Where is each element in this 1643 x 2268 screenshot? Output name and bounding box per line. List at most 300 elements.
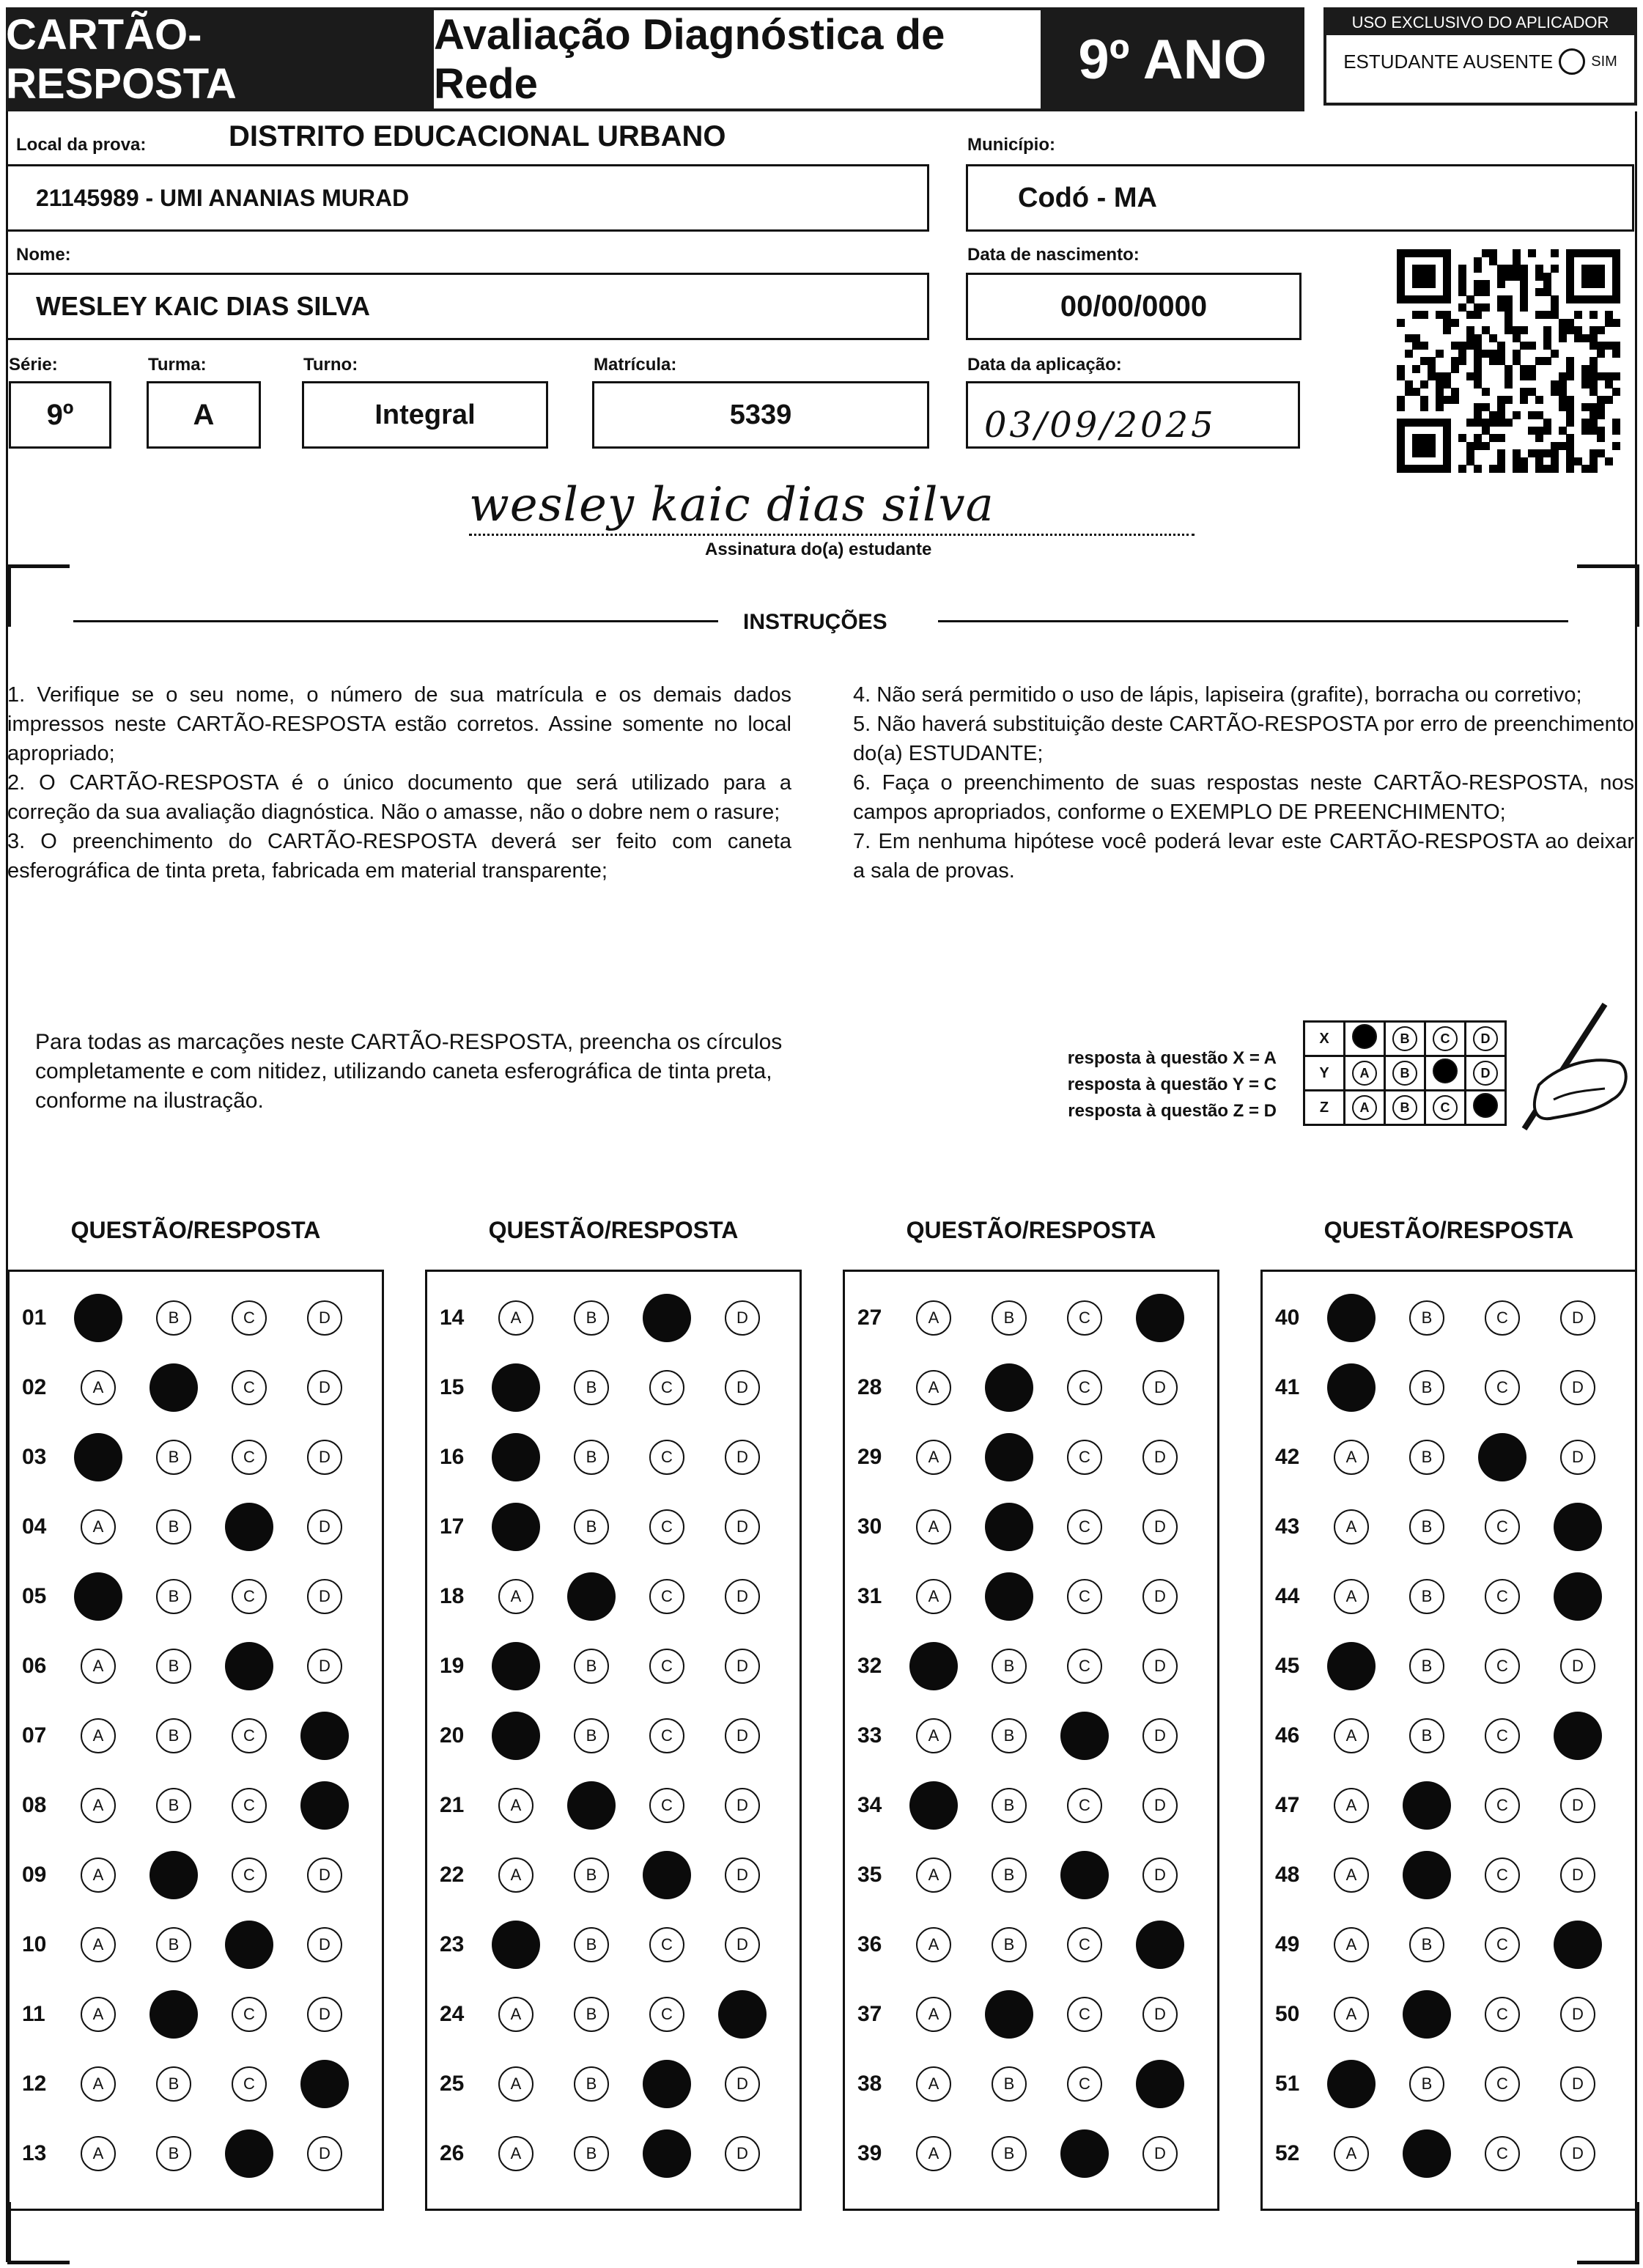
qr-module: [1590, 388, 1598, 396]
answer-bubble-d[interactable]: D: [725, 2136, 760, 2171]
answer-bubble-a[interactable]: [909, 1781, 958, 1830]
answer-bubble-b[interactable]: B: [156, 1300, 191, 1336]
question-number: 51: [1275, 2072, 1300, 2096]
answer-bubble-d[interactable]: D: [1142, 1509, 1178, 1544]
answer-bubble-a[interactable]: [492, 1433, 540, 1481]
name-label: Nome:: [16, 245, 71, 265]
answer-bubble-d[interactable]: [300, 1781, 349, 1830]
answer-bubble-a[interactable]: A: [1334, 1718, 1369, 1753]
qr-module: [1436, 311, 1444, 319]
qr-module: [1566, 457, 1574, 465]
answer-bubble-b[interactable]: [149, 1990, 198, 2039]
answer-bubble-c[interactable]: C: [232, 1370, 267, 1405]
answer-bubble-a[interactable]: A: [81, 1858, 116, 1893]
qr-module: [1428, 442, 1436, 450]
application-field: [966, 381, 1300, 449]
answer-bubble-d[interactable]: D: [725, 1509, 760, 1544]
answer-bubble-d[interactable]: D: [307, 2136, 342, 2171]
qr-module: [1590, 265, 1598, 273]
answer-bubble-b[interactable]: B: [574, 1718, 609, 1753]
answer-bubble-c[interactable]: C: [649, 1718, 684, 1753]
answer-bubble-a[interactable]: [492, 1503, 540, 1551]
answer-bubble-c[interactable]: C: [1067, 1927, 1102, 1962]
qr-module: [1420, 380, 1428, 389]
answer-bubble-a[interactable]: A: [81, 1370, 116, 1405]
answer-bubble-d[interactable]: D: [1560, 1858, 1595, 1893]
answer-bubble-d[interactable]: D: [725, 1649, 760, 1684]
answer-bubble-c[interactable]: C: [1067, 1300, 1102, 1336]
answer-bubble-c[interactable]: C: [1485, 1788, 1520, 1823]
answer-bubble-b[interactable]: B: [574, 2136, 609, 2171]
answer-bubble-b[interactable]: B: [1409, 1579, 1444, 1614]
qr-module: [1466, 295, 1474, 303]
answer-bubble-b[interactable]: B: [574, 1649, 609, 1684]
answer-bubble-a[interactable]: A: [81, 1997, 116, 2032]
question-row: [1260, 1431, 1637, 1484]
example-cell: [1345, 1022, 1385, 1056]
answer-bubble-b[interactable]: B: [156, 1649, 191, 1684]
answer-bubble-b[interactable]: B: [156, 1718, 191, 1753]
answer-bubble-a[interactable]: A: [81, 1649, 116, 1684]
answer-bubble-d[interactable]: D: [725, 1858, 760, 1893]
question-number: 24: [440, 2002, 465, 2026]
answer-bubble-b[interactable]: [567, 1572, 616, 1621]
answer-bubble-a[interactable]: A: [1334, 2136, 1369, 2171]
answer-bubble-b[interactable]: B: [1409, 1370, 1444, 1405]
answer-bubble-d[interactable]: D: [1560, 1370, 1595, 1405]
answer-bubble-d[interactable]: D: [307, 1370, 342, 1405]
answer-bubble-d[interactable]: D: [307, 1927, 342, 1962]
answer-bubble-c[interactable]: C: [1485, 1858, 1520, 1893]
qr-module: [1612, 280, 1620, 288]
answer-bubble-c[interactable]: C: [1485, 2136, 1520, 2171]
answer-bubble-a[interactable]: A: [916, 1509, 951, 1544]
answer-bubble-b[interactable]: [985, 1503, 1033, 1551]
answer-bubble-a[interactable]: A: [498, 1300, 533, 1336]
answer-bubble-d[interactable]: D: [725, 1579, 760, 1614]
qr-module: [1590, 457, 1598, 465]
answer-bubble-a[interactable]: A: [81, 1718, 116, 1753]
answer-bubble-c[interactable]: [225, 1921, 273, 1969]
answer-bubble-c[interactable]: C: [232, 2066, 267, 2102]
answer-bubble-d[interactable]: [300, 2060, 349, 2108]
answer-bubble-d[interactable]: D: [1142, 1649, 1178, 1684]
answer-bubble-b[interactable]: B: [992, 1300, 1027, 1336]
qr-module: [1597, 449, 1605, 457]
answer-bubble-a[interactable]: A: [916, 1579, 951, 1614]
answer-bubble-d[interactable]: [1136, 2060, 1184, 2108]
answer-bubble-a[interactable]: A: [498, 1858, 533, 1893]
qr-module: [1559, 334, 1567, 342]
answer-bubble-c[interactable]: C: [232, 1858, 267, 1893]
qr-module: [1443, 434, 1451, 442]
answer-bubble-c[interactable]: C: [1485, 1649, 1520, 1684]
qr-module: [1474, 257, 1482, 265]
answer-bubble-c[interactable]: C: [1485, 1579, 1520, 1614]
answer-bubble-a[interactable]: A: [81, 1509, 116, 1544]
answer-bubble-c[interactable]: C: [1067, 1579, 1102, 1614]
answer-bubble-a[interactable]: A: [1334, 1579, 1369, 1614]
answer-bubble-b[interactable]: [985, 1572, 1033, 1621]
answer-bubble-b[interactable]: [985, 1363, 1033, 1412]
qr-module: [1405, 465, 1413, 473]
question-row: [425, 2058, 802, 2110]
qr-module: [1497, 357, 1505, 365]
answer-bubble-b[interactable]: B: [992, 2136, 1027, 2171]
answer-bubble-b[interactable]: B: [156, 1927, 191, 1962]
question-number: 05: [22, 1584, 47, 1608]
qr-module: [1504, 326, 1513, 334]
answer-bubble-b[interactable]: [567, 1781, 616, 1830]
qr-module: [1466, 311, 1474, 319]
answer-bubble-b[interactable]: [1403, 1990, 1451, 2039]
qr-module: [1513, 273, 1521, 281]
answer-bubble-b[interactable]: [149, 1851, 198, 1899]
qr-module: [1597, 372, 1605, 380]
answer-bubble-b[interactable]: B: [574, 1858, 609, 1893]
answer-bubble-c[interactable]: [643, 2060, 691, 2108]
qr-module: [1436, 396, 1444, 404]
qr-module: [1612, 427, 1620, 435]
answer-bubble-a[interactable]: A: [1334, 1440, 1369, 1475]
answer-bubble-c[interactable]: C: [1067, 1997, 1102, 2032]
answer-bubble-a[interactable]: A: [916, 1300, 951, 1336]
question-number: 26: [440, 2141, 465, 2165]
answer-bubble-b[interactable]: B: [574, 1300, 609, 1336]
answer-bubble-c[interactable]: C: [1485, 1997, 1520, 2032]
answer-bubble-a[interactable]: [74, 1294, 122, 1342]
example-bubble: B: [1392, 1095, 1417, 1120]
qr-module: [1497, 342, 1505, 350]
question-number: 42: [1275, 1445, 1300, 1469]
answer-bubble-d[interactable]: D: [1142, 1370, 1178, 1405]
qr-module: [1612, 388, 1620, 396]
answer-bubble-d[interactable]: D: [725, 1440, 760, 1475]
answer-bubble-d[interactable]: [1554, 1712, 1602, 1760]
answer-bubble-d[interactable]: D: [1142, 1440, 1178, 1475]
grade-badge: [1041, 7, 1304, 111]
answer-bubble-d[interactable]: [1136, 1294, 1184, 1342]
question-number: 13: [22, 2141, 47, 2165]
qr-module: [1405, 388, 1413, 396]
answer-bubble-c[interactable]: C: [232, 1718, 267, 1753]
qr-module: [1605, 372, 1613, 380]
qr-module: [1466, 457, 1474, 465]
answer-bubble-c[interactable]: C: [1067, 1440, 1102, 1475]
answer-bubble-d[interactable]: D: [1560, 1788, 1595, 1823]
answer-bubble-d[interactable]: [718, 1990, 767, 2039]
question-row: [7, 1988, 384, 2041]
answer-bubble-b[interactable]: B: [574, 1997, 609, 2032]
answer-bubble-b[interactable]: [985, 1433, 1033, 1481]
example-cell: [1425, 1056, 1466, 1091]
qr-module: [1520, 295, 1528, 303]
answer-bubble-a[interactable]: [492, 1363, 540, 1412]
qr-module: [1590, 427, 1598, 435]
answer-bubble-a[interactable]: [74, 1572, 122, 1621]
answer-bubble-c[interactable]: C: [232, 1788, 267, 1823]
qr-module: [1489, 350, 1497, 358]
answer-bubble-c[interactable]: C: [649, 1440, 684, 1475]
qr-module: [1458, 465, 1466, 473]
question-row: [7, 2127, 384, 2180]
answer-bubble-d[interactable]: D: [1560, 1649, 1595, 1684]
answer-bubble-b[interactable]: B: [574, 1927, 609, 1962]
answer-bubble-b[interactable]: B: [992, 1718, 1027, 1753]
answer-bubble-c[interactable]: C: [1485, 1927, 1520, 1962]
answer-bubble-c[interactable]: C: [1485, 2066, 1520, 2102]
answer-bubble-c[interactable]: C: [232, 1300, 267, 1336]
answer-bubble-c[interactable]: [643, 1294, 691, 1342]
answer-bubble-b[interactable]: B: [574, 1509, 609, 1544]
qr-module: [1590, 311, 1598, 319]
answer-bubble-a[interactable]: [492, 1642, 540, 1690]
answer-bubble-d[interactable]: D: [307, 1649, 342, 1684]
answer-bubble-a[interactable]: A: [1334, 1927, 1369, 1962]
qr-module: [1605, 319, 1613, 327]
answer-bubble-a[interactable]: [74, 1433, 122, 1481]
qr-module: [1466, 449, 1474, 457]
qr-module: [1428, 365, 1436, 373]
answer-bubble-b[interactable]: B: [992, 1788, 1027, 1823]
answer-bubble-d[interactable]: D: [307, 1858, 342, 1893]
qr-module: [1590, 465, 1598, 473]
qr-module: [1605, 396, 1613, 404]
question-number: 27: [857, 1306, 882, 1330]
answer-bubble-c[interactable]: [1060, 2129, 1109, 2178]
turno-field: [302, 381, 548, 449]
answer-bubble-b[interactable]: B: [156, 1509, 191, 1544]
qr-module: [1504, 311, 1513, 319]
answer-bubble-a[interactable]: [1327, 1642, 1376, 1690]
answer-bubble-c[interactable]: C: [649, 1579, 684, 1614]
qr-module: [1489, 411, 1497, 419]
answer-bubble-c[interactable]: C: [649, 1649, 684, 1684]
answer-bubble-c[interactable]: [1478, 1433, 1526, 1481]
answer-bubble-b[interactable]: B: [156, 1579, 191, 1614]
answer-bubble-a[interactable]: [909, 1642, 958, 1690]
answer-bubble-c[interactable]: [643, 2129, 691, 2178]
answer-bubble-b[interactable]: B: [1409, 1509, 1444, 1544]
answer-bubble-b[interactable]: B: [156, 2066, 191, 2102]
answer-bubble-b[interactable]: B: [574, 1370, 609, 1405]
answer-bubble-c[interactable]: C: [1067, 2066, 1102, 2102]
answer-bubble-b[interactable]: B: [992, 1649, 1027, 1684]
qr-module: [1474, 311, 1482, 319]
question-number: 18: [440, 1584, 465, 1608]
qr-module: [1458, 265, 1466, 273]
answer-bubble-d[interactable]: D: [1142, 1997, 1178, 2032]
question-row: [7, 1709, 384, 1762]
answer-bubble-a[interactable]: [1327, 1363, 1376, 1412]
answer-bubble-b[interactable]: B: [156, 2136, 191, 2171]
answer-bubble-b[interactable]: B: [1409, 1300, 1444, 1336]
answer-bubble-c[interactable]: C: [1067, 1509, 1102, 1544]
answer-bubble-a[interactable]: A: [498, 2066, 533, 2102]
answer-bubble-c[interactable]: C: [649, 1788, 684, 1823]
answer-bubble-d[interactable]: D: [1142, 1858, 1178, 1893]
answer-bubble-a[interactable]: A: [916, 1440, 951, 1475]
answer-bubble-b[interactable]: B: [1409, 1649, 1444, 1684]
answer-bubble-d[interactable]: [1136, 1921, 1184, 1969]
answer-bubble-b[interactable]: B: [574, 2066, 609, 2102]
qr-module: [1451, 388, 1459, 396]
answer-bubble-c[interactable]: C: [1067, 1370, 1102, 1405]
answer-bubble-d[interactable]: [1554, 1572, 1602, 1621]
answer-bubble-d[interactable]: D: [725, 2066, 760, 2102]
absent-option: SIM: [1591, 53, 1617, 70]
answer-bubble-a[interactable]: A: [1334, 1997, 1369, 2032]
qr-module: [1590, 449, 1598, 457]
qr-module: [1497, 419, 1505, 427]
answer-bubble-a[interactable]: A: [916, 1370, 951, 1405]
answer-bubble-a[interactable]: A: [498, 1997, 533, 2032]
answer-bubble-b[interactable]: [985, 1990, 1033, 2039]
answer-bubble-c[interactable]: [225, 2129, 273, 2178]
answer-bubble-d[interactable]: [1554, 1921, 1602, 1969]
answer-bubble-b[interactable]: B: [1409, 1927, 1444, 1962]
answer-bubble-d[interactable]: D: [725, 1788, 760, 1823]
question-number: 15: [440, 1375, 465, 1399]
answer-bubble-c[interactable]: C: [1067, 1788, 1102, 1823]
qr-module: [1590, 419, 1598, 427]
qr-code: [1397, 249, 1624, 484]
answer-bubble-d[interactable]: D: [1560, 1440, 1595, 1475]
answer-bubble-d[interactable]: D: [307, 1579, 342, 1614]
birth-label: Data de nascimento:: [967, 245, 1140, 265]
answer-bubble-a[interactable]: [492, 1712, 540, 1760]
qr-module: [1474, 434, 1482, 442]
answer-bubble-a[interactable]: A: [916, 1927, 951, 1962]
answer-bubble-d[interactable]: D: [725, 1300, 760, 1336]
answer-bubble-a[interactable]: A: [498, 1788, 533, 1823]
answer-bubble-a[interactable]: A: [916, 2136, 951, 2171]
answer-bubble-c[interactable]: C: [232, 1440, 267, 1475]
qr-module: [1597, 249, 1605, 257]
answer-bubble-a[interactable]: A: [81, 2136, 116, 2171]
answer-bubble-c[interactable]: [643, 1851, 691, 1899]
answer-bubble-c[interactable]: C: [1485, 1370, 1520, 1405]
qr-module: [1597, 342, 1605, 350]
qr-module: [1581, 427, 1590, 435]
answer-bubble-c[interactable]: C: [649, 1997, 684, 2032]
qr-module: [1443, 372, 1451, 380]
answer-bubble-a[interactable]: A: [916, 1718, 951, 1753]
answer-bubble-d[interactable]: [1554, 1503, 1602, 1551]
answer-bubble-a[interactable]: A: [916, 2066, 951, 2102]
answer-bubble-d[interactable]: D: [1560, 2066, 1595, 2102]
answer-bubble-b[interactable]: B: [156, 1440, 191, 1475]
question-number: 12: [22, 2072, 47, 2096]
answer-bubble-d[interactable]: D: [307, 1509, 342, 1544]
qr-module: [1605, 380, 1613, 389]
answer-bubble-a[interactable]: [1327, 1294, 1376, 1342]
answer-bubble-a[interactable]: A: [916, 1997, 951, 2032]
answer-bubble-c[interactable]: C: [649, 1370, 684, 1405]
qr-module: [1543, 342, 1551, 350]
answer-bubble-a[interactable]: A: [1334, 1858, 1369, 1893]
absent-checkbox[interactable]: [1559, 48, 1585, 75]
answer-bubble-b[interactable]: B: [156, 1788, 191, 1823]
answer-bubble-d[interactable]: [300, 1712, 349, 1760]
answer-bubble-a[interactable]: [492, 1921, 540, 1969]
qr-module: [1482, 288, 1490, 296]
answer-bubble-c[interactable]: C: [1485, 1509, 1520, 1544]
answer-bubble-b[interactable]: [1403, 1781, 1451, 1830]
answer-bubble-a[interactable]: A: [1334, 1788, 1369, 1823]
answer-bubble-a[interactable]: A: [916, 1858, 951, 1893]
answer-bubble-d[interactable]: D: [1560, 1300, 1595, 1336]
answer-bubble-c[interactable]: C: [1067, 1649, 1102, 1684]
example-row-label: X: [1304, 1022, 1345, 1056]
answer-bubble-c[interactable]: [225, 1642, 273, 1690]
answer-bubble-d[interactable]: D: [725, 1927, 760, 1962]
answer-bubble-b[interactable]: B: [574, 1440, 609, 1475]
instructions-rule-right: [938, 620, 1568, 622]
answer-bubble-a[interactable]: A: [1334, 1509, 1369, 1544]
answer-bubble-c[interactable]: C: [232, 1997, 267, 2032]
example-table: [1303, 1020, 1507, 1126]
answer-bubble-c[interactable]: [1060, 1712, 1109, 1760]
answer-bubble-a[interactable]: [1327, 2060, 1376, 2108]
answer-bubble-b[interactable]: [1403, 2129, 1451, 2178]
answer-bubble-b[interactable]: B: [992, 1858, 1027, 1893]
qr-module: [1504, 396, 1513, 404]
answer-bubble-b[interactable]: [149, 1363, 198, 1412]
qr-module: [1489, 465, 1497, 473]
question-row: [7, 1779, 384, 1832]
answer-bubble-b[interactable]: B: [992, 2066, 1027, 2102]
qr-module: [1520, 342, 1528, 350]
answer-bubble-a[interactable]: A: [498, 1579, 533, 1614]
qr-module: [1551, 350, 1559, 358]
answer-bubble-d[interactable]: D: [1142, 1788, 1178, 1823]
qr-module: [1412, 442, 1420, 450]
qr-module: [1451, 342, 1459, 350]
answer-bubble-b[interactable]: B: [1409, 1718, 1444, 1753]
qr-module: [1443, 465, 1451, 473]
answer-bubble-b[interactable]: [1403, 1851, 1451, 1899]
answer-bubble-d[interactable]: D: [307, 1300, 342, 1336]
answer-bubble-d[interactable]: D: [1560, 1997, 1595, 2032]
answer-bubble-c[interactable]: C: [649, 1927, 684, 1962]
answer-bubble-a[interactable]: A: [498, 2136, 533, 2171]
answer-bubble-d[interactable]: D: [1560, 2136, 1595, 2171]
answer-bubble-d[interactable]: D: [725, 1370, 760, 1405]
answer-bubble-b[interactable]: B: [1409, 1440, 1444, 1475]
answer-bubble-b[interactable]: B: [992, 1927, 1027, 1962]
answer-bubble-c[interactable]: C: [1485, 1300, 1520, 1336]
answer-bubble-d[interactable]: D: [307, 1997, 342, 2032]
qr-module: [1566, 326, 1574, 334]
answer-bubble-d[interactable]: D: [307, 1440, 342, 1475]
answer-bubble-d[interactable]: D: [725, 1718, 760, 1753]
answer-bubble-d[interactable]: D: [1142, 1579, 1178, 1614]
answer-bubble-a[interactable]: A: [81, 2066, 116, 2102]
answer-bubble-c[interactable]: C: [232, 1579, 267, 1614]
answer-bubble-c[interactable]: [225, 1503, 273, 1551]
answer-bubble-c[interactable]: C: [649, 1509, 684, 1544]
qr-module: [1590, 334, 1598, 342]
answer-bubble-c[interactable]: C: [1485, 1718, 1520, 1753]
answer-bubble-d[interactable]: D: [1142, 2136, 1178, 2171]
answer-bubble-d[interactable]: D: [1142, 1718, 1178, 1753]
qr-module: [1528, 365, 1536, 373]
answer-bubble-a[interactable]: A: [81, 1927, 116, 1962]
answer-bubble-b[interactable]: B: [1409, 2066, 1444, 2102]
answer-bubble-c[interactable]: [1060, 1851, 1109, 1899]
answer-bubble-a[interactable]: A: [81, 1788, 116, 1823]
